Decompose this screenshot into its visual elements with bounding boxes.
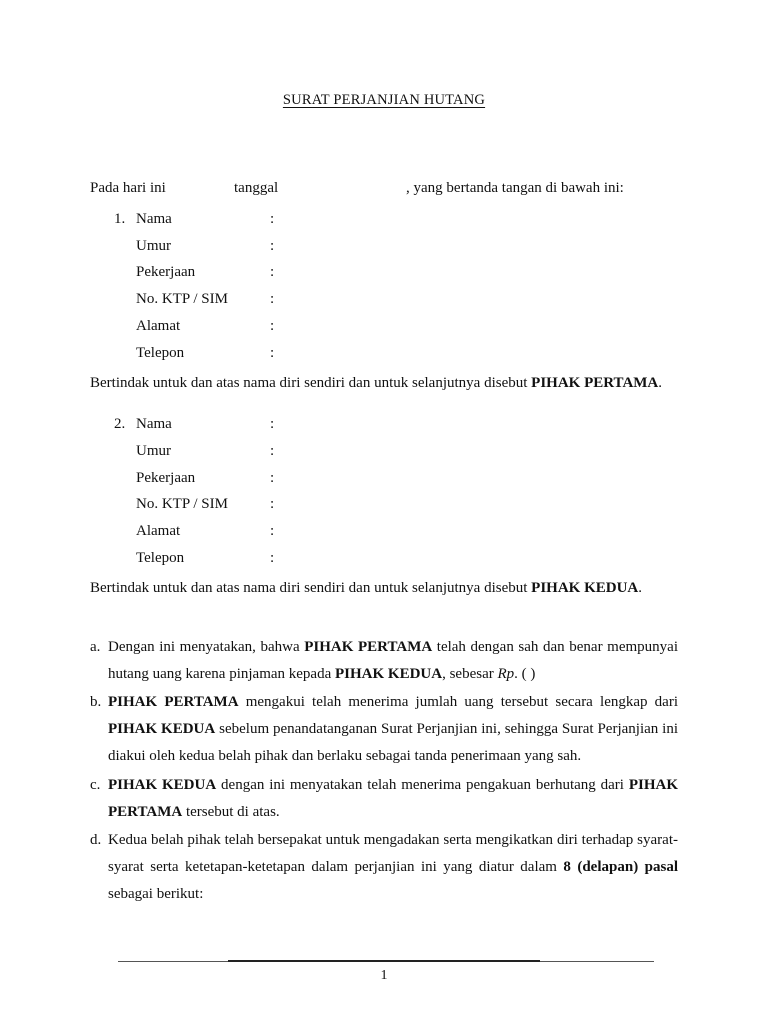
clause-text: Dengan ini menyatakan, bahwa PIHAK PERTAMA telah dengan sah dan benar mempunyai hutang uang karena pinjaman kepada PIHAK KEDUA, sebesar Rp. ( ) bbox=[108, 639, 678, 682]
field-label: Pekerjaan bbox=[136, 470, 196, 486]
clause-text: PIHAK KEDUA dengan ini menyatakan telah menerima pengakuan berhutang dari PIHAK PERTAMA tersebut di atas. bbox=[108, 777, 678, 820]
page-number: 1 bbox=[380, 968, 388, 983]
field-colon: : bbox=[270, 443, 275, 459]
party-one-number: 1. bbox=[114, 211, 126, 227]
footer-rule-dark bbox=[228, 960, 540, 962]
field-colon: : bbox=[270, 523, 275, 539]
field-label: Nama bbox=[136, 416, 172, 432]
field-colon: : bbox=[270, 496, 275, 512]
field-colon: : bbox=[270, 291, 275, 307]
document-title: SURAT PERJANJIAN HUTANG bbox=[282, 92, 486, 108]
field-label: Alamat bbox=[136, 318, 181, 334]
field-label: Telepon bbox=[136, 550, 185, 566]
field-label: Pekerjaan bbox=[136, 264, 196, 280]
clause-text: PIHAK PERTAMA mengakui telah menerima jumlah uang tersebut secara lengkap dari PIHAK KEDUA sebelum penandatanganan Surat Perjanjian ini, sehingga Surat Perjanjian ini diakui oleh kedua belah pihak dan berlaku sebagai tanda penerimaan yang sah. bbox=[108, 694, 679, 764]
party-one-statement: Bertindak untuk dan atas nama diri sendiri dan untuk selanjutnya disebut PIHAK PERTAMA. bbox=[90, 375, 663, 391]
intro-prefix: Pada hari ini bbox=[90, 180, 166, 196]
intro-suffix: , yang bertanda tangan di bawah ini: bbox=[406, 180, 624, 196]
field-colon: : bbox=[270, 211, 275, 227]
intro-date-label: tanggal bbox=[234, 180, 279, 196]
clause-text: Kedua belah pihak telah bersepakat untuk mengadakan serta mengikatkan diri terhadap syarat-syarat serta ketetapan-ketetapan dalam perjanjian ini yang diatur dalam 8 (delapan) pasal sebagai berikut: bbox=[108, 832, 678, 902]
field-label: No. KTP / SIM bbox=[136, 496, 228, 512]
field-colon: : bbox=[270, 345, 275, 361]
field-colon: : bbox=[270, 264, 275, 280]
clause-label: d. bbox=[90, 832, 102, 848]
field-label: Telepon bbox=[136, 345, 185, 361]
field-label: Umur bbox=[136, 443, 171, 459]
field-colon: : bbox=[270, 318, 275, 334]
clause-label: b. bbox=[90, 694, 102, 710]
party-two-number: 2. bbox=[114, 416, 126, 432]
field-label: Alamat bbox=[136, 523, 181, 539]
field-colon: : bbox=[270, 416, 275, 432]
field-label: Umur bbox=[136, 238, 171, 254]
field-colon: : bbox=[270, 238, 275, 254]
field-colon: : bbox=[270, 550, 275, 566]
party-two-statement: Bertindak untuk dan atas nama diri sendiri dan untuk selanjutnya disebut PIHAK KEDUA. bbox=[90, 580, 642, 596]
clause-label: c. bbox=[90, 777, 101, 793]
field-colon: : bbox=[270, 470, 275, 486]
clause-label: a. bbox=[90, 639, 101, 655]
field-label: No. KTP / SIM bbox=[136, 291, 228, 307]
field-label: Nama bbox=[136, 211, 172, 227]
